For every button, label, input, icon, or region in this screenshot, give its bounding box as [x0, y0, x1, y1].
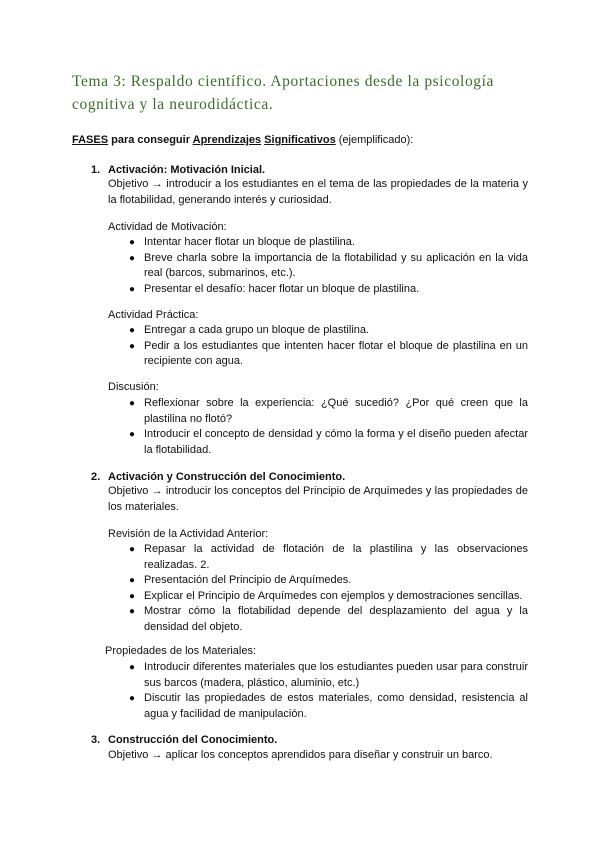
list-item: [129, 660, 528, 691]
section-number: 3.: [91, 734, 101, 746]
group-label: Revisión de la Actividad Anterior:: [108, 528, 269, 540]
list-item-text: Pedir a los estudiantes que intenten hacer flotar el bloque de plastilina en un recipiente con agua.: [144, 339, 528, 367]
list-item-text: Repasar la actividad de flotación de la plastilina y las observaciones realizadas. 2.: [144, 543, 528, 571]
section-number: 1.: [91, 164, 101, 176]
list-item: [129, 339, 528, 370]
bullet-icon: ●: [129, 252, 136, 264]
list-item: [129, 604, 528, 635]
list-item: [129, 589, 528, 605]
list-item: [129, 573, 528, 589]
bullet-icon: ●: [129, 606, 136, 617]
section-heading: Activación: Motivación Inicial.: [108, 164, 266, 176]
bullet-icon: ●: [129, 429, 136, 440]
list-item: [129, 691, 528, 722]
list-item-text: Presentación del Principio de Arquímedes.: [144, 574, 352, 586]
group-label: Actividad de Motivación:: [108, 221, 227, 233]
bullet-icon: ●: [129, 662, 136, 673]
bullet-icon: ●: [129, 544, 136, 555]
section-number: 2.: [91, 471, 101, 483]
group-label: Actividad Práctica:: [108, 309, 199, 321]
bullet-icon: ●: [129, 340, 136, 352]
list-item: [129, 282, 528, 298]
list-item: [129, 542, 528, 573]
fases-word: FASES: [72, 134, 109, 146]
list-item: [129, 427, 528, 458]
section-objective: Objetivo → aplicar los conceptos aprendidos para diseñar y construir un barco.: [108, 749, 493, 761]
list-item-text: Mostrar cómo la flotabilidad depende del desplazamiento del agua y la densidad del objeto.: [144, 605, 528, 633]
section-heading: Construcción del Conocimiento.: [108, 734, 278, 746]
group-label: Discusión:: [108, 381, 159, 393]
list-item-text: Explicar el Principio de Arquímedes con ejemplos y demostraciones sencillas.: [144, 589, 523, 602]
list-item-text: Presentar el desafío: hacer flotar un bloque de plastilina.: [144, 282, 420, 295]
bullet-list: [129, 660, 528, 722]
fases-heading: [72, 133, 413, 147]
list-item-text: Intentar hacer flotar un bloque de plastilina.: [144, 236, 355, 248]
fases-connector: para conseguir: [108, 134, 193, 146]
list-item-text: Breve charla sobre la importancia de la flotabilidad y su aplicación en la vida real (barcos, submarinos, etc.).: [144, 251, 528, 279]
document-title: Tema 3: Respaldo científico. Aportaciones desde la psicología cognitiva y la neurodidáctica.: [72, 73, 495, 113]
bullet-list: [129, 235, 528, 297]
section-objective: Objetivo → introducir a los estudiantes en el tema de las propiedades de la materia y la flotabilidad, generando interés y curiosidad.: [108, 178, 528, 206]
list-item-text: Reflexionar sobre la experiencia: ¿Qué sucedió? ¿Por qué creen que la plastilina no flotó?: [144, 397, 528, 425]
bullet-icon: ●: [129, 325, 136, 336]
section-objective: Objetivo → introducir los conceptos del Principio de Arquímedes y las propiedades de los materiales.: [108, 485, 528, 513]
list-item: [129, 235, 528, 251]
list-item-text: Entregar a cada grupo un bloque de plastilina.: [144, 324, 370, 336]
list-item-text: Introducir el concepto de densidad y cómo la forma y el diseño pueden afectar la flotabilidad.: [144, 428, 528, 456]
bullet-list: [129, 542, 528, 635]
list-item-text: Discutir las propiedades de estos materiales, como densidad, resistencia al agua y facilidad de manipulación.: [144, 692, 528, 720]
bullet-icon: ●: [129, 398, 136, 409]
bullet-icon: ●: [129, 283, 136, 295]
bullet-icon: ●: [129, 237, 136, 248]
bullet-list: [129, 396, 528, 458]
list-item: [129, 251, 528, 282]
list-item-text: Introducir diferentes materiales que los estudiantes pueden usar para construir sus barcos (madera, plástico, aluminio, etc.): [144, 661, 528, 689]
bullet-icon: ●: [129, 575, 136, 586]
section-heading: Activación y Construcción del Conocimiento.: [108, 471, 346, 483]
group-label: Propiedades de los Materiales:: [105, 645, 257, 657]
list-item: [129, 396, 528, 427]
bullet-icon: ●: [129, 590, 136, 602]
significativos-word: Significativos: [264, 134, 336, 146]
bullet-list: [129, 323, 528, 370]
fases-suffix: (ejemplificado):: [335, 134, 414, 146]
list-item: [129, 323, 528, 339]
bullet-icon: ●: [129, 693, 136, 704]
aprendizajes-word: Aprendizajes: [192, 134, 262, 146]
